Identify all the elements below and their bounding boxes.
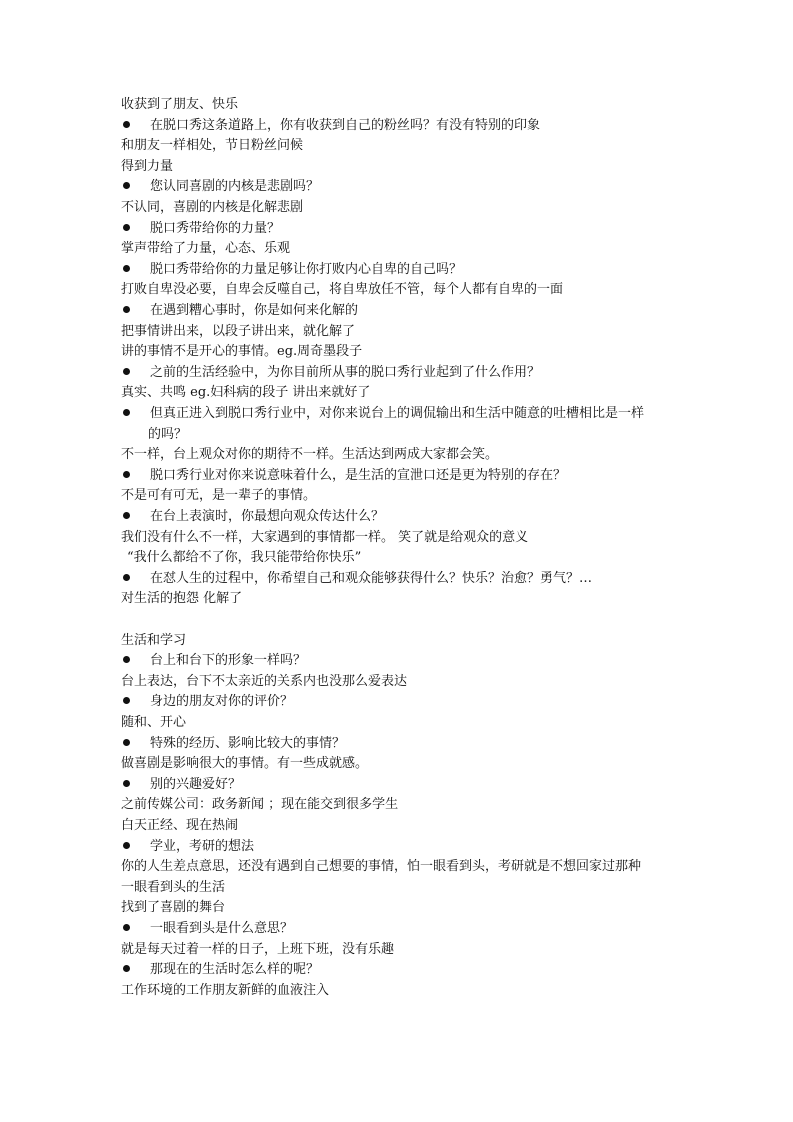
answer-text: 和朋友一样相处，节日粉丝问候	[121, 138, 304, 154]
bullet-question	[121, 569, 592, 589]
answer-text: 真实、共鸣 eg.妇科病的段子 讲出来就好了	[121, 385, 371, 401]
answer-text: 工作环境的工作朋友新鲜的血液注入	[121, 982, 330, 998]
bullet-question	[121, 404, 644, 424]
answer-text: 得到力量	[121, 158, 174, 174]
bullet-question	[121, 116, 540, 136]
quote-line: “我什么都给不了你，我只能带给你快乐”	[127, 550, 362, 566]
bullet-question	[121, 837, 254, 857]
bullet-question	[121, 260, 462, 280]
bullet-question	[121, 507, 384, 527]
bullet-dot-icon	[123, 574, 130, 581]
bullet-dot-icon	[123, 121, 130, 128]
question-text: 在台上表演时，你最想向观众传达什么？	[150, 509, 385, 524]
bullet-dot-icon	[123, 306, 130, 313]
question-text: 别的兴趣爱好？	[150, 776, 242, 792]
question-text: 脱口秀带给你的力量足够让你打败内心自卑的自己吗？	[150, 261, 463, 277]
question-text: 那现在的生活时怎么样的呢？	[150, 962, 320, 978]
answer-text: 打败自卑没必要，自卑会反噬自己，将自卑放任不管，每个人都有自卑的一面	[121, 282, 564, 298]
question-continuation: 的吗？	[148, 426, 188, 442]
bullet-question	[121, 466, 566, 486]
answer-text: 讲的事情不是开心的事情。eg.周奇墨段子	[121, 344, 363, 360]
answer-text: 找到了喜剧的舞台	[121, 900, 226, 916]
question-text: 在遇到糟心事时，你是如何来化解的	[150, 303, 359, 318]
question-text: 学业，考研的想法	[150, 838, 255, 854]
bullet-question	[121, 219, 280, 239]
answer-text: 之前传媒公司：政务新闻 ；现在能交到很多学生	[121, 797, 399, 813]
answer-text: 做喜剧是影响很大的事情。有一些成就感。	[121, 756, 369, 772]
bullet-dot-icon	[123, 697, 130, 704]
answer-text: 把事情讲出来，以段子讲出来，就化解了	[121, 323, 356, 339]
question-text: 特殊的经历、影响比较大的事情？	[150, 735, 346, 751]
question-text: 在怼人生的过程中，你希望自己和观众能够获得什么？快乐？治愈？勇气？…	[150, 570, 593, 586]
question-text: 台上和台下的形象一样吗？	[150, 653, 307, 669]
bullet-dot-icon	[123, 739, 130, 746]
bullet-dot-icon	[123, 780, 130, 787]
answer-text: 台上表达，台下不太亲近的关系内也没那么爱表达	[121, 673, 408, 689]
bullet-dot-icon	[123, 224, 130, 231]
bullet-question	[121, 960, 319, 980]
question-text: 但真正进入到脱口秀行业中，对你来说台上的调侃输出和生活中随意的吐槽相比是一样	[150, 406, 645, 421]
question-text: 一眼看到头是什么意思？	[150, 921, 294, 936]
bullet-dot-icon	[123, 965, 130, 972]
answer-text: 对生活的抱怨 化解了	[121, 591, 243, 607]
answer-text: 就是每天过着一样的日子，上班下班，没有乐趣	[121, 941, 395, 957]
bullet-dot-icon	[123, 924, 130, 931]
bullet-question	[121, 177, 319, 197]
question-text: 之前的生活经验中，为你目前所从事的脱口秀行业起到了什么作用？	[150, 364, 541, 380]
answer-text: 掌声带给了力量，心态、乐观	[121, 241, 291, 257]
answer-text: 不是可有可无，是一辈子的事情。	[121, 488, 317, 504]
question-text: 在脱口秀这条道路上，你有收获到自己的粉丝吗？有没有特别的印象	[150, 117, 541, 133]
bullet-dot-icon	[123, 409, 130, 416]
bullet-dot-icon	[123, 368, 130, 375]
bullet-question	[121, 734, 345, 754]
question-text: 您认同喜剧的内核是悲剧吗？	[150, 179, 320, 195]
answer-text: 你的人生差点意思，还没有遇到自己想要的事情，怕一眼看到头，考研就是不想回家过那种	[121, 859, 642, 875]
answer-text: 不一样，台上观众对你的期待不一样。生活达到两成大家都会笑。	[121, 447, 499, 463]
bullet-dot-icon	[123, 656, 130, 663]
bullet-question	[121, 651, 306, 671]
answer-text: 我们没有什么不一样，大家遇到的事情都一样。 笑了就是给观众的意义	[121, 529, 529, 545]
question-text: 身边的朋友对你的评价？	[150, 694, 294, 710]
bullet-dot-icon	[123, 471, 130, 478]
bullet-dot-icon	[123, 265, 130, 272]
bullet-question	[121, 919, 293, 939]
answer-text: 收获到了朋友、快乐	[121, 97, 239, 112]
answer-text: 白天正经、现在热闹	[121, 818, 239, 833]
answer-text: 随和、开心	[121, 715, 187, 730]
answer-text: 不认同，喜剧的内核是化解悲剧	[121, 200, 304, 215]
answer-text: 生活和学习	[121, 632, 187, 648]
bullet-dot-icon	[123, 512, 130, 519]
bullet-dot-icon	[123, 842, 130, 849]
bullet-question	[121, 301, 358, 321]
answer-text: 一眼看到头的生活	[121, 879, 226, 895]
bullet-question	[121, 692, 293, 712]
bullet-question	[121, 775, 241, 795]
question-text: 脱口秀行业对你来说意味着什么，是生活的宣泄口还是更为特别的存在？	[150, 467, 567, 483]
bullet-question	[121, 363, 540, 383]
question-text: 脱口秀带给你的力量？	[150, 220, 281, 236]
bullet-dot-icon	[123, 182, 130, 189]
